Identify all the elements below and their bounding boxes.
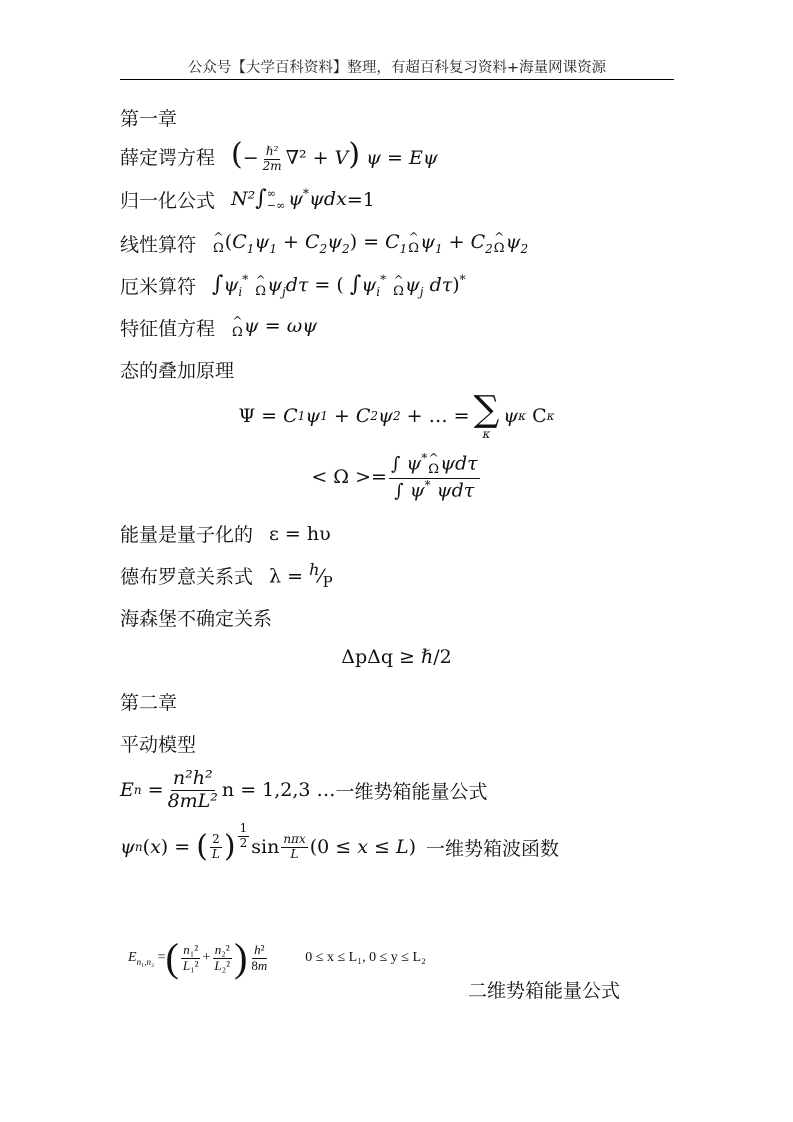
linear-operator-label: 线性算符 <box>120 234 197 256</box>
chapter-1-title: 第一章 <box>120 108 178 130</box>
box1d-energy-formula: E n = $\frac{\text{n²h²}}{\text{8mL²}}$ <box>120 767 218 812</box>
quantized-line <box>120 520 331 547</box>
normalization-line <box>120 186 375 213</box>
box1d-wave-label: 一维势箱波函数 <box>426 837 560 860</box>
schrodinger-label: 薛定谔方程 <box>120 147 216 170</box>
hermitian-formula: $\int\psi_i^*$ ^ $\Omega\psi_jd\tau$ = ( $\int\psi_i^*$ ^ $\Omega\psi_j$ dτ)* <box>212 272 466 299</box>
de-broglie-line <box>120 560 333 591</box>
normalization-label: 归一化公式 <box>120 190 216 212</box>
heisenberg-formula: ΔpΔq ≥ ℏ/2 <box>341 646 452 668</box>
header-rule <box>120 79 674 80</box>
box2d-energy-label: 二维势箱能量公式 <box>468 980 621 1002</box>
eigen-line <box>120 314 317 341</box>
schrodinger-formula: (− $\frac{\text{ℏ²}}{2m}$ ∇² + V) ψ = Eψ <box>231 137 438 173</box>
superposition-label: 态的叠加原理 <box>120 360 235 382</box>
de-broglie-formula: $\lambda = ^h⁄_P$ <box>269 560 333 592</box>
normalization-tail: =1 <box>346 188 375 211</box>
superposition-formula: Ψ = C 1 ψ 1 + C 2 ψ 2 + … = ∑ κ ψ κ C κ <box>238 389 555 441</box>
heisenberg-label: 海森堡不确定关系 <box>120 608 273 630</box>
schrodinger-line <box>120 137 438 173</box>
box2d-domain: 0 ≤ x ≤ L₁, 0 ≤ y ≤ L₂ <box>305 950 426 965</box>
expectation-formula: < Ω >= $\frac{\int \psi^*\^{} \Omega\psi d\tau}{\int \psi^* \psi d\tau}$ <box>0 452 793 502</box>
box1d-energy-label: 一维势箱能量公式 <box>335 780 488 803</box>
linear-operator-line <box>120 230 528 257</box>
eigen-label: 特征值方程 <box>120 318 216 340</box>
page-header: 公众号【大学百科资料】整理，有超百科复习资料+海量网课资源 <box>187 60 607 76</box>
box1d-wave-line <box>120 820 560 864</box>
chapter-2-title: 第二章 <box>120 692 178 714</box>
eigen-formula: ^ Ωψ = ωψ <box>231 315 317 340</box>
translation-label: 平动模型 <box>120 734 197 756</box>
normalization-formula: N²∫ ∞ −∞ ψ*ψdx <box>231 186 347 213</box>
box1d-n-values: n = 1,2,3 … <box>221 779 336 802</box>
box1d-energy-line <box>120 768 488 813</box>
box1d-wave-formula: ψ n ( x ) = ( $\frac{2}{L}$ ) $^{\frac{1}{2}}$ sin $\frac{\text{nπx}}{L}$ (0 ≤ x ≤ L ) <box>120 820 416 864</box>
hermitian-label: 厄米算符 <box>120 276 197 298</box>
box2d-energy-formula: $E_{n_1,n_2}$ = ( $\frac{\text{n₁²}}{\text{L₁²}}$ + $\frac{\text{n₂²}}{\text{L₂²}}$ ) $\frac{\text{h²}}{8m}$ 0 ≤ x ≤ L₁, 0 ≤ y ≤ L₂ <box>128 935 426 980</box>
de-broglie-label: 德布罗意关系式 <box>120 566 254 589</box>
linear-operator-formula: ^ $\Omega(C_1\psi_1 + C_2\psi_2)$ = $C_1\^{}$ $\Omega\psi_1$ + $C_2\^{}$ $\Omega\psi_2$ <box>212 231 528 256</box>
quantized-label: 能量是量子化的 <box>120 524 254 546</box>
hermitian-line <box>120 272 466 299</box>
quantized-formula: ε = hυ <box>269 522 331 545</box>
